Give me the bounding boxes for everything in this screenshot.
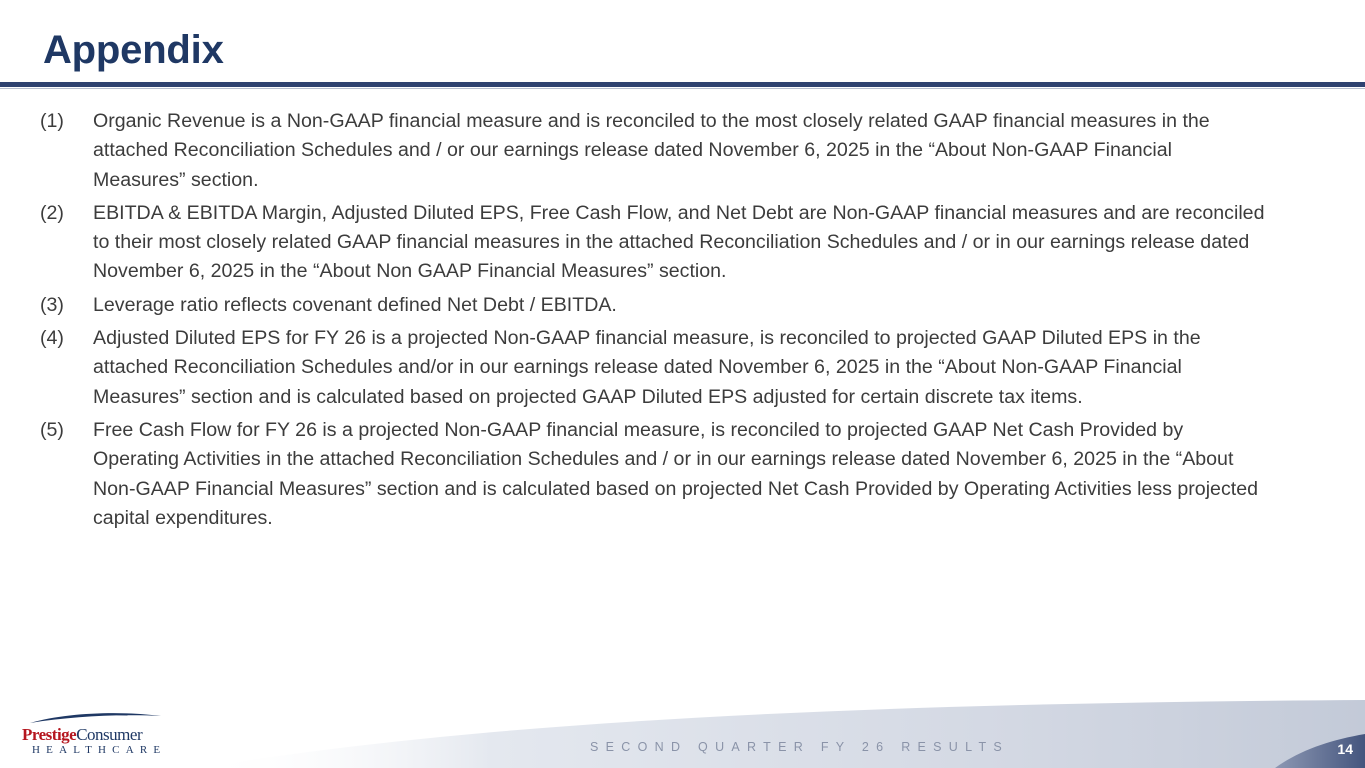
- footnote-text: EBITDA & EBITDA Margin, Adjusted Diluted EPS, Free Cash Flow, and Net Debt are Non-GAAP financial measures and are reconciled to their most closely related GAAP financial measures in the attached Reconciliation Schedules and / or in our earnings release dated November 6, 2025 in the “About Non GAAP Financial Measures” section.: [93, 201, 1265, 283]
- footnote-marker: (5): [40, 418, 64, 441]
- page-title: Appendix: [43, 28, 224, 72]
- company-logo: [20, 712, 170, 760]
- title-divider-thin: [0, 88, 1365, 89]
- footnote-text: Free Cash Flow for FY 26 is a projected Non-GAAP financial measure, is reconciled to projected GAAP Net Cash Provided by Operating Activities in the attached Reconciliation Schedules and / or in our earnings release dated November 6, 2025 in the “About Non-GAAP Financial Measures” section and is calculated based on projected Net Cash Provided by Operating Activities less projected capital expenditures.: [93, 418, 1258, 529]
- title-divider: [0, 82, 1365, 87]
- footnote-5: [40, 416, 1270, 533]
- footnote-marker: (2): [40, 201, 64, 224]
- logo-swoosh-icon: [28, 712, 162, 724]
- page-number: 14: [1337, 741, 1353, 757]
- logo-wordmark: [22, 725, 142, 745]
- footnote-text: Leverage ratio reflects covenant defined Net Debt / EBITDA.: [93, 293, 617, 316]
- logo-brand-secondary: Consumer: [76, 725, 143, 744]
- footnote-list: [40, 107, 1270, 537]
- footnote-text: Organic Revenue is a Non-GAAP financial measure and is reconciled to the most closely related GAAP financial measures in the attached Reconciliation Schedules and / or our earnings release dated November 6, 2025 in the “About Non-GAAP Financial Measures” section.: [93, 110, 1210, 191]
- footer-caption: SECOND QUARTER FY 26 RESULTS: [590, 740, 1010, 754]
- logo-brand-primary: Prestige: [22, 725, 77, 744]
- footnote-2: [40, 199, 1270, 287]
- footnote-marker: (3): [40, 293, 64, 316]
- footnote-3: [40, 291, 1270, 320]
- footnote-4: [40, 324, 1270, 412]
- footnote-text: Adjusted Diluted EPS for FY 26 is a projected Non-GAAP financial measure, is reconciled to projected GAAP Diluted EPS in the attached Reconciliation Schedules and/or in our earnings release dated November 6, 2025 in the “About Non-GAAP Financial Measures” section and is calculated based on projected GAAP Diluted EPS adjusted for certain discrete tax items.: [93, 327, 1201, 408]
- footnote-marker: (4): [40, 327, 64, 350]
- footnote-marker: (1): [40, 110, 64, 132]
- logo-tagline: HEALTHCARE: [32, 744, 167, 756]
- footer-swoosh-band: [0, 688, 1365, 768]
- footnote-1: [40, 107, 1270, 195]
